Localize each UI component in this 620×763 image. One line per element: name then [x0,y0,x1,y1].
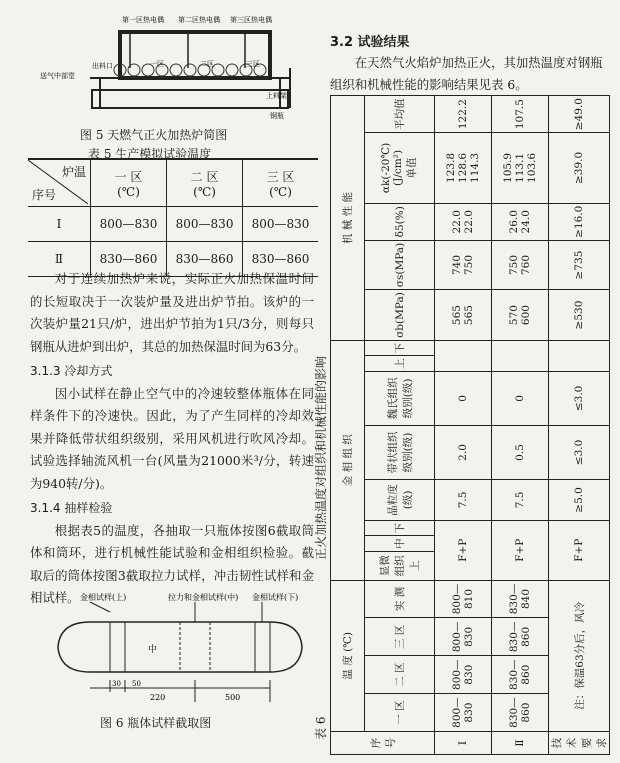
t6-metal-header: 金 相 组 织 [331,340,365,580]
zone1-thermo-label: 第一区热电偶 [122,16,164,24]
zone1-label: 一区 [150,60,164,68]
table-6-title: 正火加热温度对组织和机械性能的影响 [314,355,328,560]
results-paragraph: 在天然气火焰炉加热正火，其加热温度对钢瓶组织和机械性能的影响结果见表 6。 [330,55,603,92]
table-6: 序号 温 度 (℃) 金 相 组 织 机 械 性 能 一 区 二 区 三 区 实 测 显微组织 上 中 下 晶粒度(级) 带状组织级别(级) 魏氏组织级别(级) 上 下 σb(MPa) σs(MPa) δ5(%) αk(-20℃)(J/cm²) 单值 平均值 Ⅰ 800—830 800—830 800—830 800—810 F+P 7.5 2.0 0 565 565 740 750 22.0 22.0 123.8 128.6 114.3 122.2 Ⅱ 830—860 830—860 830—860 830—840 F+P 7.5 0.5 0 570 600 750 760 26.0 24.0 105.9 113.1 103.6 107.5 技术要求 注：保温63分后，风冷 F+P ≥5.0 ≤3.0 ≤3.0 ≥530 ≥735 ≥16.0 ≥39.0 ≥49.0 [330,95,610,755]
paragraph-cooling: 因小试样在静止空气中的冷速较整体瓶体在同样条件下的冷速快。因此，为了产生同样的冷却效果并降低带状组织级别，采用风机进行吹风冷却。试验选择轴流风机一台(风量为21000米³/分，转速为940转/分)。 [30,385,314,491]
section-3-2-heading: 3.2 试验结果 [330,35,410,50]
cylinder-label: 钢瓶 [270,112,284,120]
outlet-label: 出料口 [92,62,113,70]
table-5-row: Ⅰ 800—830 800—830 800—830 [28,207,318,242]
table-6-row: Ⅰ 800—830 800—830 800—830 800—810 F+P 7.5 2.0 0 565 565 740 750 22.0 22.0 123.8 128.6 114.3 122.2 [435,96,492,755]
zone2-label: 二区 [200,60,214,68]
figure-6 [50,592,308,710]
t6-micro-header: 显微组织 上 [365,551,435,580]
t6-seq-header: 序号 [331,732,435,755]
table-5-title: 表 5 生产模拟试验温度 [88,147,212,161]
table-6-row: Ⅱ 830—860 830—860 830—860 830—840 F+P 7.5 0.5 0 570 600 750 760 26.0 24.0 105.9 113.1 103.6 107.5 [492,96,549,755]
t6-mech-header: 机 械 性 能 [331,96,365,341]
t6-sb-header: σb(MPa) [365,290,435,341]
figure-6-caption: 图 6 瓶体试样截取图 [100,716,212,730]
table-5-corner [28,159,91,207]
section-3-1-3: 3.1.3 冷却方式 [30,364,113,378]
zone2-thermo-label: 第二区热电偶 [178,16,220,24]
corner-top-label: 炉温 [61,165,86,179]
col-zone3: 三 区 (℃) [243,159,318,207]
t6-widman-header: 魏氏组织级别(级) [365,371,435,425]
zone3-label: 三区 [246,60,260,68]
t6-grain-header: 晶粒度(级) [365,480,435,521]
table-6-requirement-row: 技术要求 注：保温63分后，风冷 F+P ≥5.0 ≤3.0 ≤3.0 ≥530 ≥735 ≥16.0 ≥39.0 ≥49.0 [549,96,610,755]
gas-inlet-label: 送气中部堂 [40,72,75,80]
t6-band-header: 带状组织级别(级) [365,425,435,479]
figure-5 [40,8,300,128]
dim-30: 30 [112,680,121,688]
dim-50: 50 [132,680,141,688]
t6-avg-header: 平均值 [365,96,435,133]
cylinder-sampling-diagram [50,592,308,710]
t6-d-header: δ5(%) [365,203,435,240]
table-6-wrapper [330,95,610,755]
middle-sample-label: 拉力和金相试样(中) [168,593,239,602]
dim-500: 500 [225,693,241,702]
table-6-label: 表 6 [314,716,328,740]
zone3-thermo-label: 第三区热电偶 [230,16,272,24]
table-5-row: Ⅱ 830—860 830—860 830—860 [28,242,318,277]
lower-sample-label: 金相试样(下) [252,593,299,602]
figure-5-caption: 图 5 天燃气正火加热炉简图 [80,128,228,142]
left-body-text [30,268,314,610]
paragraph-sampling: 根据表5的温度，各抽取一只瓶体按图6截取筒体和筒环，进行机械性能试验和金相组织检验。截取后的筒体按图3截取拉力试样，冲击韧性试样和金相试样。 [30,522,314,605]
upper-sample-label: 金相试样(上) [80,593,127,602]
col-zone2: 二 区 (℃) [167,159,243,207]
middle-mark: 中 [148,645,158,655]
t6-ak-header: αk(-20℃)(J/cm²) 单值 [365,133,435,203]
table-5 [28,158,318,277]
paragraph-heating: 对于连续加热炉来说，实际正火加热保温时间的长短取决于一次装炉量及进出炉节拍。该炉的一次装炉量21只/炉，进出炉节拍为1只/3分，则每只钢瓶从进炉到出炉，其总的加热保温时间为63分。 [30,271,314,354]
section-3-1-4: 3.1.4 抽样检验 [30,501,113,515]
dim-220: 220 [150,693,166,702]
corner-bottom-label: 序号 [32,188,57,202]
t6-ss-header: σs(MPa) [365,240,435,289]
t6-temp-header: 温 度 (℃) [331,580,365,731]
col-zone1: 一 区 (℃) [91,159,167,207]
furnace-diagram [40,8,300,128]
loading-rack-label: 上料架 [266,92,287,100]
